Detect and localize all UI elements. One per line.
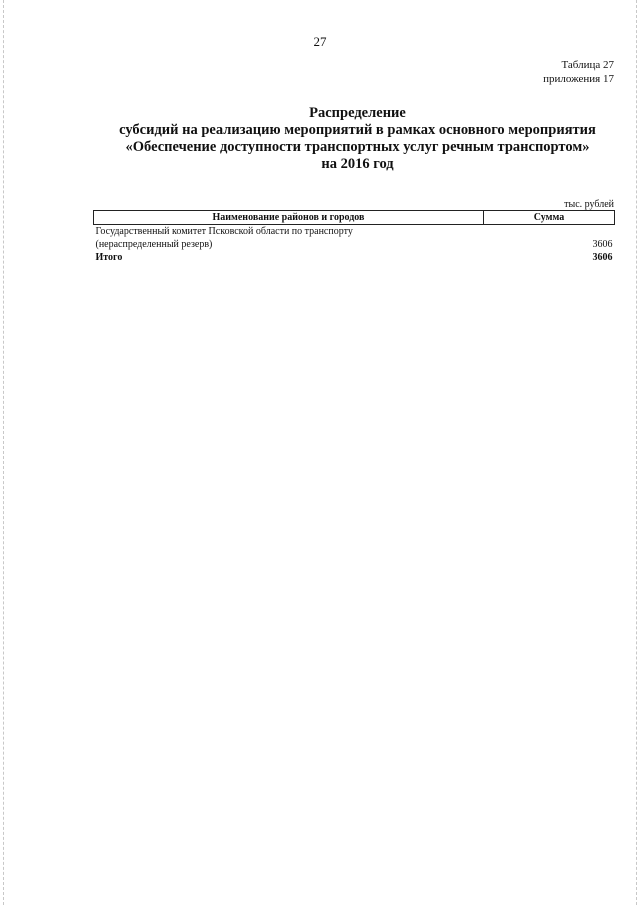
reference-table-number: Таблица 27 bbox=[561, 59, 614, 71]
table-header-row bbox=[94, 211, 615, 225]
document-title bbox=[100, 105, 615, 173]
distribution-table bbox=[93, 210, 615, 264]
row-name-line-2: (нераспределенный резерв) bbox=[95, 239, 213, 250]
row-name-line-1: Государственный комитет Псковской области по транспорту bbox=[95, 226, 353, 237]
reference-appendix: приложения 17 bbox=[543, 73, 614, 85]
table-reference bbox=[543, 58, 614, 86]
header-sum: Сумма bbox=[484, 211, 615, 225]
units-label: тыс. рублей bbox=[564, 199, 614, 210]
total-row bbox=[94, 251, 615, 264]
title-line-3: «Обеспечение доступности транспортных услуг речным транспортом» bbox=[125, 139, 590, 155]
scan-edge-right bbox=[636, 0, 637, 905]
total-sum: 3606 bbox=[592, 252, 613, 263]
title-line-1: Распределение bbox=[309, 105, 406, 121]
table-row bbox=[94, 238, 615, 251]
total-label: Итого bbox=[95, 252, 123, 263]
header-name: Наименование районов и городов bbox=[94, 211, 484, 225]
title-line-2: субсидий на реализацию мероприятий в рамках основного мероприятия bbox=[119, 122, 596, 138]
scan-edge-left bbox=[3, 0, 4, 905]
table-row bbox=[94, 225, 615, 239]
row-sum: 3606 bbox=[592, 239, 613, 250]
title-line-4: на 2016 год bbox=[321, 156, 394, 172]
page-number: 27 bbox=[313, 34, 327, 49]
